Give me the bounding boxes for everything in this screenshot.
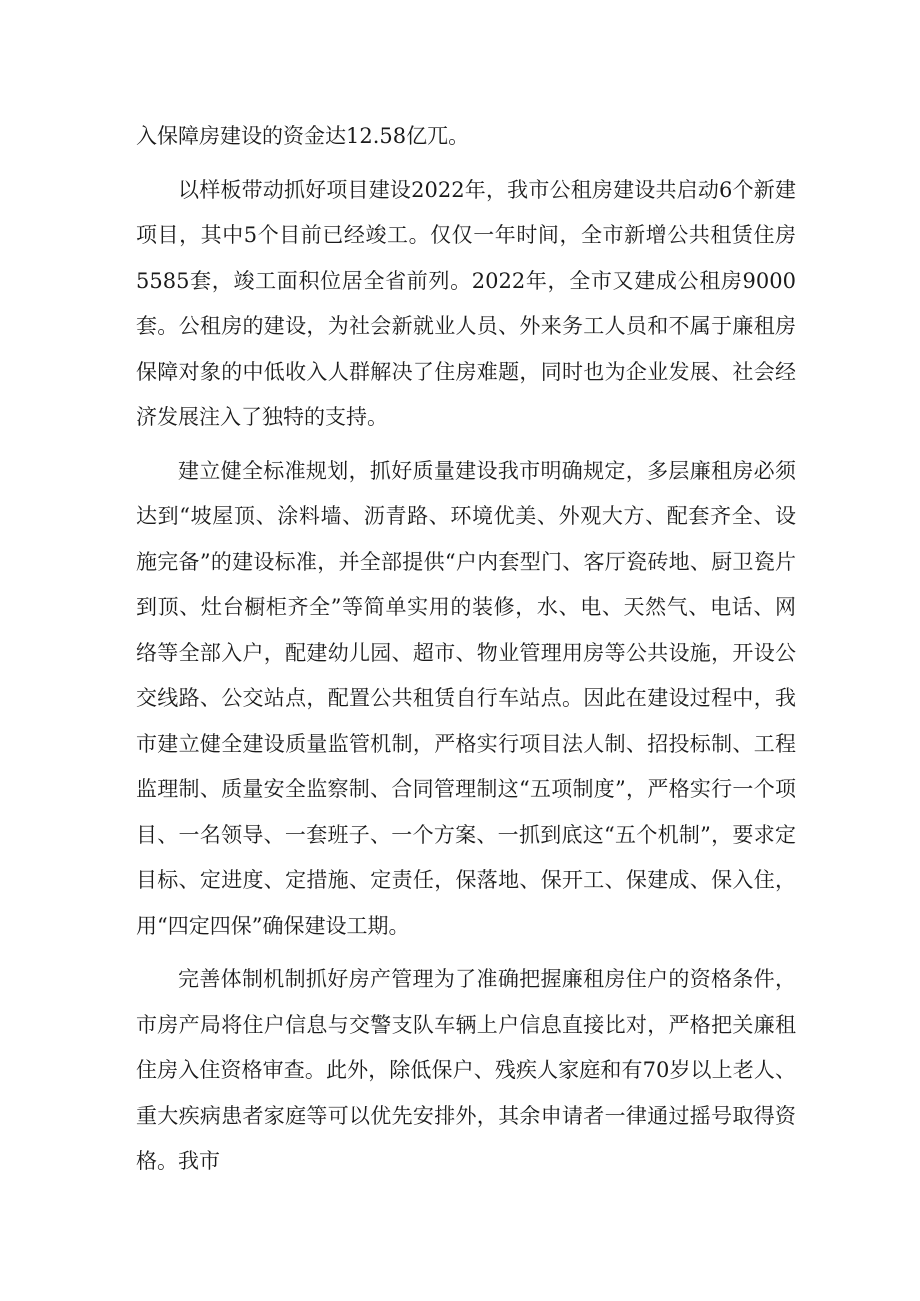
document-body bbox=[136, 114, 796, 1185]
paragraph-4: 完善体制机制抓好房产管理为了准确把握廉租房住户的资格条件，市房产局将住户信息与交警支队车辆上户信息直接比对，严格把关廉租住房入住资格审查。此外，除低保户、残疾人家庭和有70岁以上老人、重大疾病患者家庭等可以优先安排外，其余申请者一律通过摇号取得资格。我市 bbox=[136, 967, 796, 1173]
paragraph-1: 入保障房建设的资金达12.58亿兀。 bbox=[136, 124, 470, 148]
paragraph-3: 建立健全标准规划，抓好质量建设我市明确规定，多层廉租房必须达到“坡屋顶、涂料墙、沥青路、环境优美、外观大方、配套齐全、设施完备”的建设标准，并全部提供“户内套型门、客厅瓷砖地、厨卫瓷片到顶、灶台橱柜齐全”等简单实用的装修，水、电、天然气、电话、网络等全部入户，配建幼儿园、超市、物业管理用房等公共设施，开设公交线路、公交站点，配置公共租赁自行车站点。因此在建设过程中，我市建立健全建设质量监管机制，严格实行项目法人制、招投标制、工程监理制、质量安全监察制、合同管理制这“五项制度”，严格实行一个项目、一名领导、一套班子、一个方案、一抓到底这“五个机制”，要求定目标、定进度、定措施、定责任，保落地、保开工、保建成、保入住，用“四定四保”确保建设工期。 bbox=[136, 458, 796, 938]
paragraph-2: 以样板带动抓好项目建设2022年，我市公租房建设共启动6个新建项目，其中5个目前已经竣工。仅仅一年时间，全市新增公共租赁住房5585套，竣工面积位居全省前列。2022年，全市又建成公租房9000套。公租房的建设，为社会新就业人员、外来务工人员和不属于廉租房保障对象的中低收入人群解决了住房难题，同时也为企业发展、社会经济发展注入了独特的支持。 bbox=[136, 177, 796, 429]
